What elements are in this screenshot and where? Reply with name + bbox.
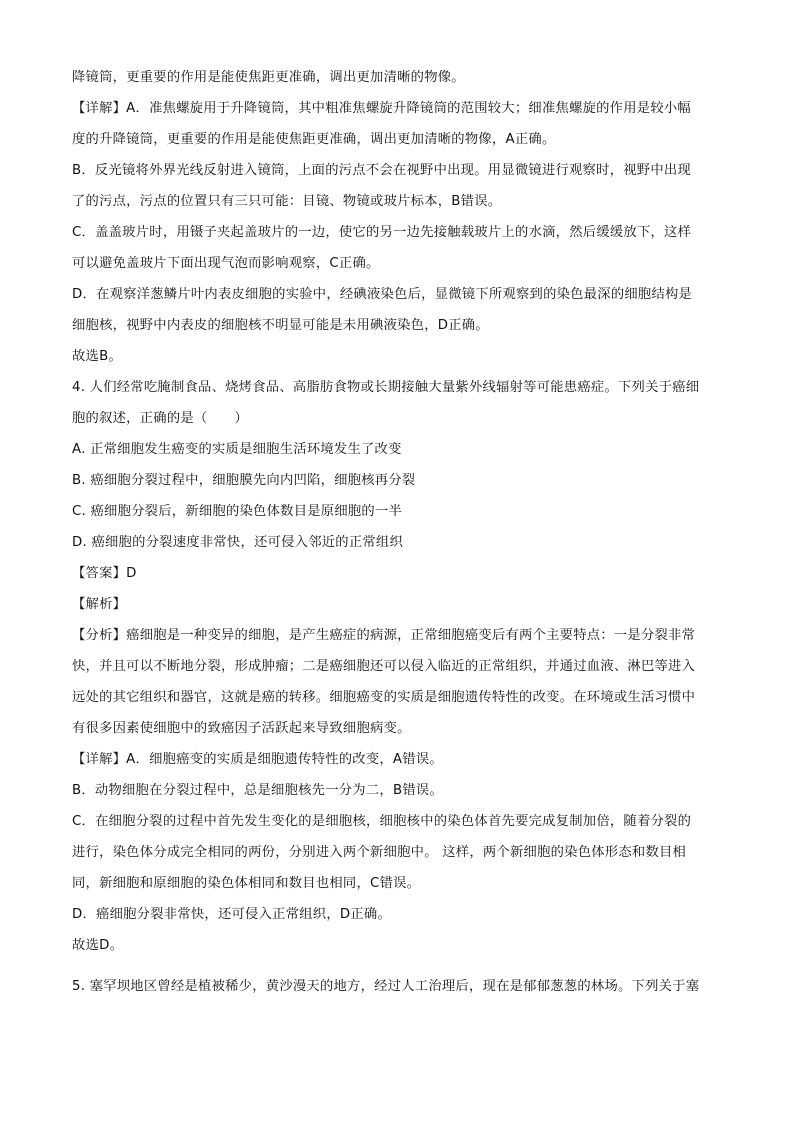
text-line: 【分析】癌细胞是一种变异的细胞，是产生癌症的病源，正常细胞癌变后有两个主要特点：一是分裂非常 xyxy=(72,628,696,643)
text-line: 远处的其它组织和器官，这就是癌的转移。细胞癌变的实质是细胞遗传特性的改变。在环境或生活习惯中 xyxy=(72,690,696,705)
question-stem: 5. 塞罕坝地区曾经是植被稀少，黄沙漫天的地方，经过人工治理后，现在是郁郁葱葱的林场。下列关于塞 xyxy=(72,979,700,994)
text-line: D．在观察洋葱鳞片叶内表皮细胞的实验中，经碘液染色后，显微镜下所观察到的染色最深的细胞结构是 xyxy=(72,287,693,302)
text-line: 可以避免盖玻片下面出现气泡而影响观察，C正确。 xyxy=(72,256,380,271)
text-line: B．动物细胞在分裂过程中，总是细胞核先一分为二，B错误。 xyxy=(72,783,443,798)
text-line: 了的污点，污点的位置只有三只可能：目镜、物镜或玻片标本，B错误。 xyxy=(72,194,502,209)
question-stem: 胞的叙述，正确的是（ ） xyxy=(72,411,249,426)
text-line: 细胞核，视野中内表皮的细胞核不明显可能是未用碘液染色，D正确。 xyxy=(72,318,489,333)
document-page xyxy=(72,62,728,1002)
spacer xyxy=(72,961,728,971)
text-line: C．盖盖玻片时，用镊子夹起盖玻片的一边，使它的另一边先接触载玻片上的水滴，然后缓缓放下，这样 xyxy=(72,225,692,240)
option-b: B. 癌细胞分裂过程中，细胞膜先向内凹陷，细胞核再分裂 xyxy=(72,473,416,488)
text-line: 【详解】A．准焦螺旋用于升降镜筒，其中粗准焦螺旋升降镜筒的范围较大；细准焦螺旋的作用是较小幅 xyxy=(72,101,691,116)
text-line: C．在细胞分裂的过程中首先发生变化的是细胞核，细胞核中的染色体首先要完成复制加倍，随着分裂的 xyxy=(72,814,692,829)
option-a: A. 正常细胞发生癌变的实质是细胞生活环境发生了改变 xyxy=(72,442,402,457)
text-line: 【详解】A．细胞癌变的实质是细胞遗传特性的改变，A错误。 xyxy=(72,752,443,767)
text-line: 故选D。 xyxy=(72,938,124,953)
answer-line: 【答案】D xyxy=(72,566,137,581)
text-line: D．癌细胞分裂非常快，还可侵入正常组织，D正确。 xyxy=(72,907,392,922)
text-line: 故选B。 xyxy=(72,349,123,364)
text-line: 有很多因素使细胞中的致癌因子活跃起来导致细胞病变。 xyxy=(72,721,411,736)
text-line: 同，新细胞和原细胞的染色体相同和数目也相同，C错误。 xyxy=(72,876,421,891)
analysis-header: 【解析】 xyxy=(72,597,127,612)
question-stem: 4. 人们经常吃腌制食品、烧烤食品、高脂肪食物或长期接触大量紫外线辐射等可能患癌症。下列关于癌细 xyxy=(72,380,700,395)
text-line: 快，并且可以不断地分裂，形成肿瘤；二是癌细胞还可以侵入临近的正常组织，并通过血液、淋巴等进入 xyxy=(72,659,696,674)
option-d: D. 癌细胞的分裂速度非常快，还可侵入邻近的正常组织 xyxy=(72,535,404,550)
text-line: B．反光镜将外界光线反射进入镜筒，上面的污点不会在视野中出现。用显微镜进行观察时，视野中出现 xyxy=(72,163,691,178)
text-line: 度的升降镜筒，更重要的作用是能使焦距更准确，调出更加清晰的物像，A正确。 xyxy=(72,132,556,147)
text-line: 进行，染色体分成完全相同的两份，分别进入两个新细胞中。 这样，两个新细胞的染色体形态和数目相 xyxy=(72,845,687,860)
text-line: 降镜筒，更重要的作用是能使焦距更准确，调出更加清晰的物像。 xyxy=(72,70,465,85)
option-c: C. 癌细胞分裂后，新细胞的染色体数目是原细胞的一半 xyxy=(72,504,403,519)
